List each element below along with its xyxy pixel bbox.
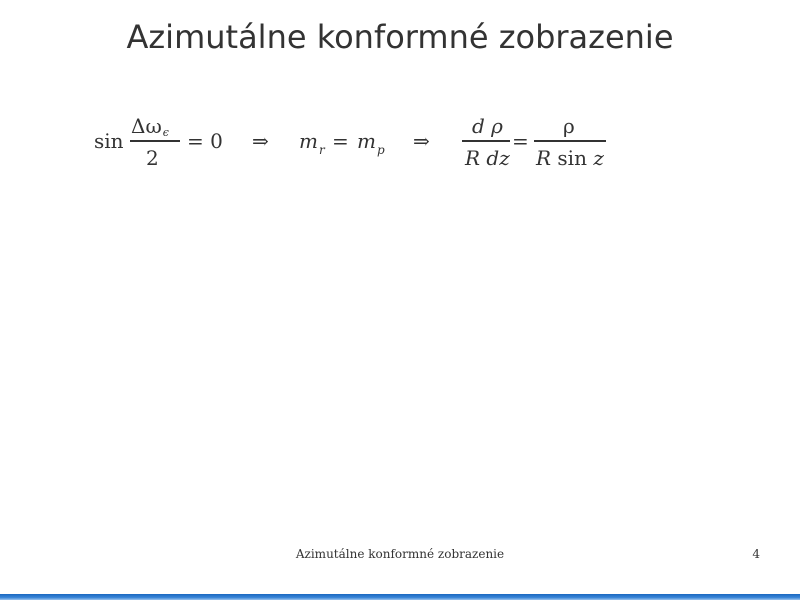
fraction-3-numerator: ρ [563, 114, 575, 138]
fraction-2-denominator: R dz [465, 146, 510, 170]
m-p: $m_p$ [357, 129, 385, 157]
m-r: $m_r$ [299, 129, 325, 157]
formula [0, 100, 800, 190]
fraction-1-denominator: 2 [146, 146, 159, 170]
implies-arrow-2: ⇒ [413, 129, 430, 153]
bottom-accent-bar [0, 594, 800, 600]
fraction-1-numerator [131, 116, 169, 140]
delta-omega: Δω [131, 114, 162, 138]
implies-arrow-1: ⇒ [252, 129, 269, 153]
formula-equals-mid: = [332, 129, 349, 153]
epsilon-subscript: ϵ [162, 126, 169, 139]
page-number: 4 [752, 547, 760, 561]
fraction-3-line [534, 140, 606, 142]
fraction-3-denominator: R sin z [536, 146, 604, 170]
formula-sin: sin [94, 129, 124, 153]
fraction-2-numerator: d ρ [472, 114, 503, 138]
footer-title: Azimutálne konformné zobrazenie [295, 547, 505, 561]
formula-equals-last: = [512, 129, 529, 153]
fraction-2-line [462, 140, 510, 142]
fraction-1-line [130, 140, 180, 142]
slide-title: Azimutálne konformné zobrazenie [126, 18, 674, 56]
formula-equals-zero: = 0 [187, 129, 223, 153]
